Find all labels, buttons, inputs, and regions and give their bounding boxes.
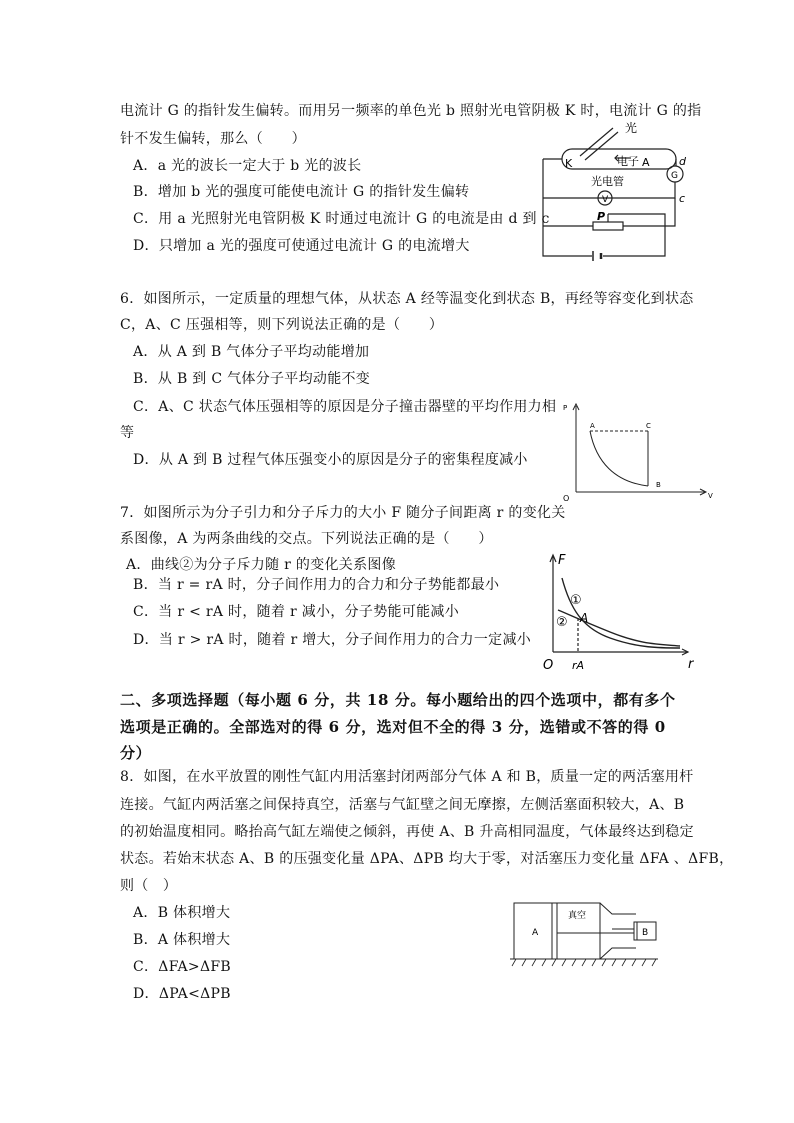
q7-option-b: B．当 r = rA 时，分子间作用力的合力和分子势能都最小 xyxy=(133,577,500,593)
ground-hatching xyxy=(512,959,656,966)
pv-diagram xyxy=(560,400,720,505)
q8-option-c: C．ΔFA>ΔFB xyxy=(133,959,231,975)
label-intersection-a: A xyxy=(580,611,589,625)
isotherm-a-to-b xyxy=(590,431,648,486)
label-state-b: B xyxy=(656,481,661,489)
label-c: c xyxy=(679,192,686,205)
q6-option-c-line1: C．A、C 状态气体压强相等的原因是分子撞击器壁的平均作用力相 xyxy=(133,399,557,415)
label-origin: O xyxy=(563,494,570,503)
label-state-a: A xyxy=(590,422,595,430)
large-piston xyxy=(552,903,557,959)
q6-option-a: A．从 A 到 B 气体分子平均动能增加 xyxy=(133,344,370,360)
q7-option-a: A．曲线②为分子斥力随 r 的变化关系图像 xyxy=(126,557,397,573)
label-r-axis: r xyxy=(688,657,694,672)
cylinder-diagram xyxy=(508,898,668,970)
q8-stem-line2: 连接。气缸内两活塞之间保持真空，活塞与气缸壁之间无摩擦，左侧活塞面积较大，A、B xyxy=(120,797,685,813)
q5-option-d: D．只增加 a 光的强度可使通过电流计 G 的电流增大 xyxy=(133,238,470,254)
q5-stem-line2: 针不发生偏转，那么（ ） xyxy=(120,131,306,147)
label-state-c: C xyxy=(646,422,651,430)
section-2-heading-line1: 二、多项选择题（每小题 6 分，共 18 分。每小题给出的四个选项中，都有多个 xyxy=(120,691,676,709)
q7-stem-line2: 系图像，A 为两条曲线的交点。下列说法正确的是（ ） xyxy=(120,531,493,547)
label-gas-b: B xyxy=(642,928,649,938)
q6-option-c-line2: 等 xyxy=(120,425,135,441)
label-v-axis: V xyxy=(708,492,713,500)
q8-stem-line3: 的初始温度相同。略抬高气缸左端使之倾斜，再使 A、B 升高相同温度，气体最终达到稳定 xyxy=(120,824,694,840)
q8-option-a: A．B 体积增大 xyxy=(133,905,231,921)
q7-stem-line1: 7．如图所示为分子引力和分子斥力的大小 F 随分子间距离 r 的变化关 xyxy=(120,505,566,521)
label-d: d xyxy=(679,155,686,168)
q8-stem-line1: 8．如图，在水平放置的刚性气缸内用活塞封闭两部分气体 A 和 B，质量一定的两活塞用杆 xyxy=(120,769,694,785)
label-ra: rA xyxy=(572,659,585,672)
q7-option-d: D．当 r > rA 时，随着 r 增大，分子间作用力的合力一定减小 xyxy=(133,632,532,648)
q6-stem-line1: 6．如图所示，一定质量的理想气体，从状态 A 经等温变化到状态 B，再经等容变化到状态 xyxy=(120,291,694,307)
q6-option-d: D．从 A 到 B 过程气体压强变小的原因是分子的密集程度减小 xyxy=(133,452,528,468)
label-p: P xyxy=(597,210,606,223)
label-vacuum: 真空 xyxy=(568,911,587,921)
q8-stem-line4: 状态。若始末状态 A、B 的压强变化量 ΔPA、ΔPB 均大于零，对活塞压力变化量 ΔFA 、ΔFB， xyxy=(120,851,734,867)
label-origin: O xyxy=(543,658,554,673)
q5-option-b: B．增加 b 光的强度可能使电流计 G 的指针发生偏转 xyxy=(133,184,470,200)
label-curve-2: ② xyxy=(556,615,568,630)
wire-left xyxy=(543,159,592,256)
section-2-heading-line2: 选项是正确的。全部选对的得 6 分，选对但不全的得 3 分，选错或不答的得 0 xyxy=(120,718,666,736)
q8-option-b: B．A 体积增大 xyxy=(133,932,231,948)
q5-option-c: C．用 a 光照射光电管阴极 K 时通过电流计 G 的电流是由 d 到 c xyxy=(133,211,550,227)
label-electron: 电子 xyxy=(617,155,639,168)
q6-option-b: B．从 B 到 C 气体分子平均动能不变 xyxy=(133,371,371,387)
q5-stem-line1: 电流计 G 的指针发生偏转。而用另一频率的单色光 b 照射光电管阴极 K 时，电流计 G 的指 xyxy=(120,103,702,119)
label-anode-a: A xyxy=(642,156,650,169)
q8-stem-line5: 则（ ） xyxy=(120,878,178,894)
section-2-heading-line3: 分） xyxy=(120,744,152,762)
photoelectric-circuit-diagram xyxy=(535,118,695,264)
q5-option-a: A．a 光的波长一定大于 b 光的波长 xyxy=(133,158,362,174)
label-light: 光 xyxy=(625,121,638,135)
molecular-force-graph xyxy=(540,548,700,673)
label-p-axis: P xyxy=(563,404,568,412)
q7-option-c: C．当 r < rA 时，随着 r 减小，分子势能可能减小 xyxy=(133,604,460,620)
label-g: G xyxy=(671,171,678,181)
small-piston xyxy=(634,922,637,940)
label-curve-1: ① xyxy=(570,593,582,608)
q6-stem-line2: C，A、C 压强相等，则下列说法正确的是（ ） xyxy=(120,317,444,333)
label-gas-a: A xyxy=(532,928,539,938)
label-photocell: 光电管 xyxy=(591,175,624,188)
q8-option-d: D．ΔPA<ΔPB xyxy=(133,986,231,1002)
label-cathode-k: K xyxy=(565,157,573,170)
label-v: V xyxy=(602,195,609,205)
rheostat xyxy=(593,222,623,230)
label-f-axis: F xyxy=(558,553,566,568)
